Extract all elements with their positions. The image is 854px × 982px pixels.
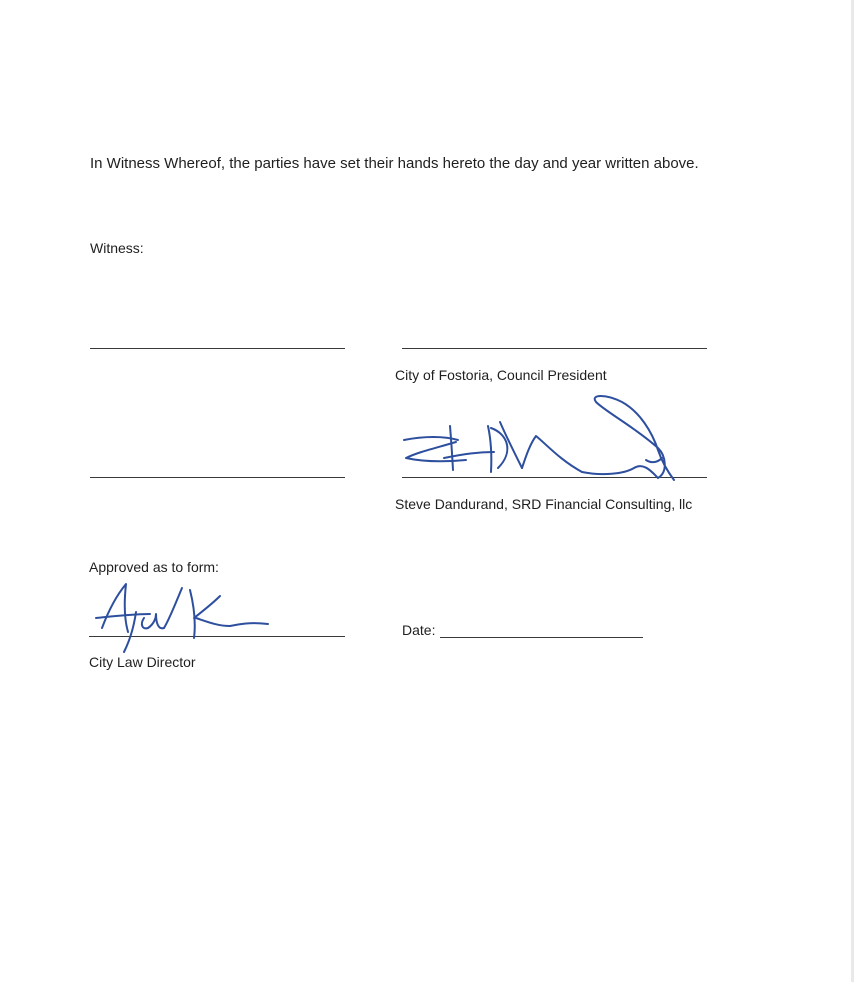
date-line xyxy=(440,637,643,638)
consultant-signature xyxy=(396,392,706,488)
witness-label: Witness: xyxy=(90,240,144,256)
witness-preamble: In Witness Whereof, the parties have set their hands hereto the day and year written above. xyxy=(90,155,699,172)
approved-as-to-form-label: Approved as to form: xyxy=(89,559,219,575)
law-director-signature xyxy=(90,578,280,654)
witness-signature-line-1 xyxy=(90,348,345,349)
council-president-signature-line xyxy=(402,348,707,349)
date-label: Date: xyxy=(402,622,436,638)
witness-signature-line-2 xyxy=(90,477,345,478)
council-president-caption: City of Fostoria, Council President xyxy=(395,367,607,383)
consultant-caption: Steve Dandurand, SRD Financial Consulting, llc xyxy=(395,496,693,512)
law-director-caption: City Law Director xyxy=(89,654,196,670)
